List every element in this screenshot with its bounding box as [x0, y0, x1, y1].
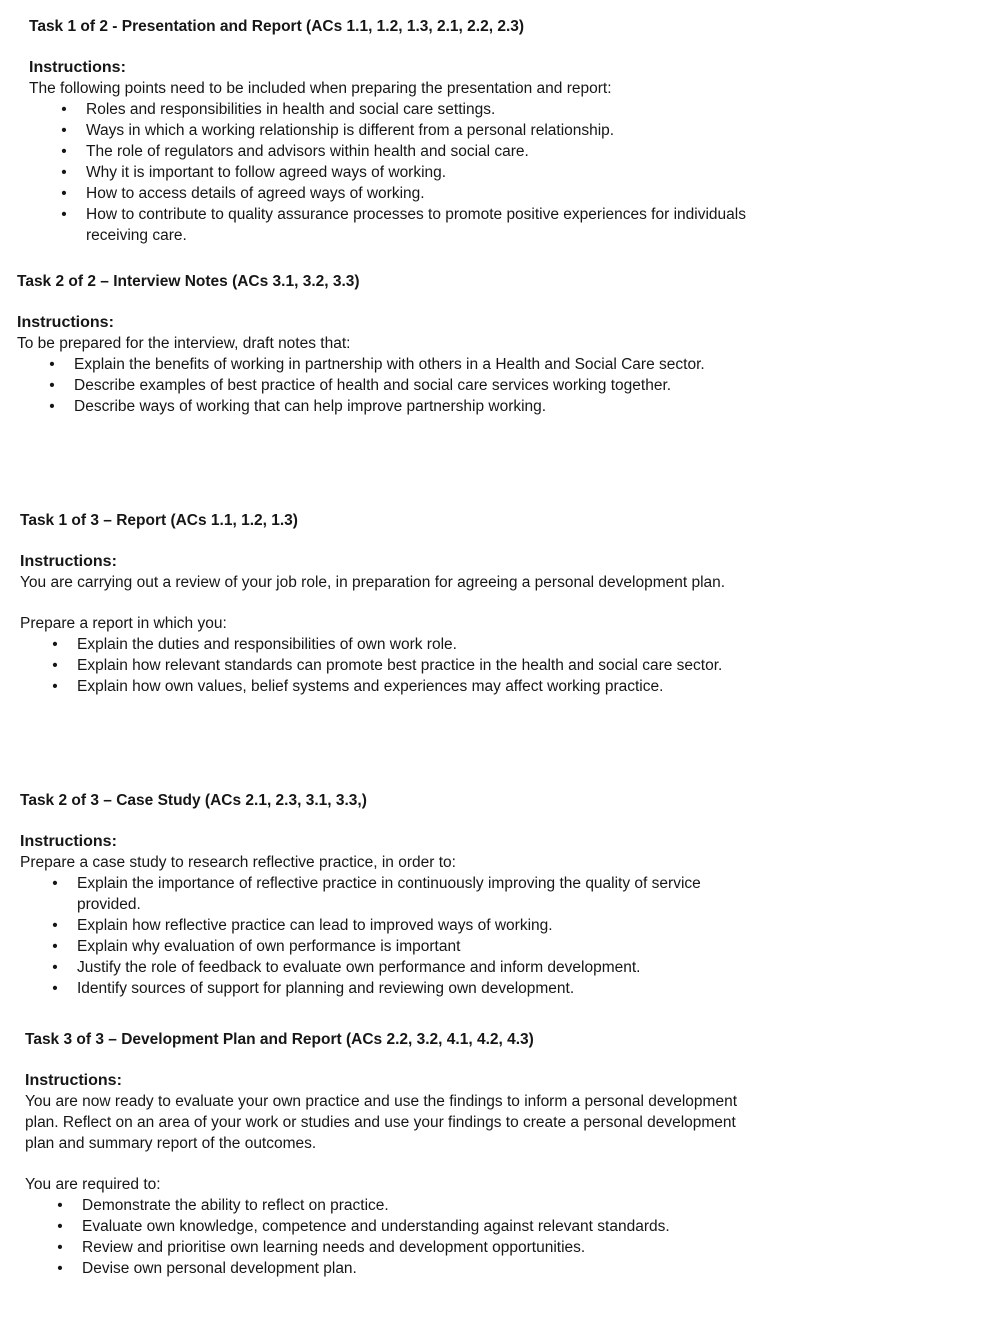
instructions-heading: Instructions: [25, 1072, 122, 1089]
bullet-icon: • [52, 657, 58, 674]
bullet-icon: • [57, 1239, 63, 1256]
task-title: Task 1 of 2 - Presentation and Report (ACs 1.1, 1.2, 1.3, 2.1, 2.2, 2.3) [29, 18, 525, 35]
bullet-icon: • [52, 980, 58, 997]
task-title: Task 3 of 3 – Development Plan and Report (ACs 2.2, 3.2, 4.1, 4.2, 4.3) [25, 1031, 534, 1048]
task-title: Task 1 of 3 – Report (ACs 1.1, 1.2, 1.3) [20, 512, 298, 529]
list-item: • Explain the importance of reflective practice in continuously improving the quality of service provided. [20, 873, 742, 915]
list-item: • Explain how reflective practice can lead to improved ways of working. [20, 915, 742, 936]
bullet-icon: • [49, 377, 55, 394]
list-item: • Explain how relevant standards can promote best practice in the health and social care sector. [20, 655, 740, 676]
instructions-intro: You are now ready to evaluate your own practice and use the findings to inform a personal development plan. Reflect on an area of your work or studies and use your findings to create a personal development plan and summary report of the outcomes. [25, 1093, 738, 1152]
bullet-icon: • [61, 143, 67, 160]
list-item: • Ways in which a working relationship is different from a personal relationship. [29, 120, 759, 141]
instructions-heading: Instructions: [29, 59, 126, 76]
task-title: Task 2 of 2 – Interview Notes (ACs 3.1, 3.2, 3.3) [17, 273, 360, 290]
bullet-icon: • [57, 1218, 63, 1235]
bullet-icon: • [61, 164, 67, 181]
instructions-heading: Instructions: [20, 833, 117, 850]
bullet-list [25, 1195, 753, 1279]
instructions-heading: Instructions: [20, 553, 117, 570]
task-section-2 [17, 271, 737, 417]
instructions-intro: You are carrying out a review of your job role, in preparation for agreeing a personal development plan. [20, 574, 726, 591]
bullet-icon: • [52, 875, 58, 892]
bullet-icon: • [61, 101, 67, 118]
bullet-icon: • [61, 185, 67, 202]
bullet-list [17, 354, 737, 417]
list-item: • Identify sources of support for planning and reviewing own development. [20, 978, 742, 999]
list-item: • Demonstrate the ability to reflect on practice. [25, 1195, 753, 1216]
task-section-4 [20, 790, 742, 999]
task-section-3 [20, 510, 740, 697]
instructions-intro: To be prepared for the interview, draft notes that: [17, 335, 351, 352]
bullet-icon: • [52, 636, 58, 653]
bullet-list [20, 873, 742, 999]
bullet-icon: • [52, 938, 58, 955]
bullet-icon: • [52, 959, 58, 976]
list-item: • Describe ways of working that can help improve partnership working. [17, 396, 737, 417]
task-section-5 [25, 1029, 753, 1279]
list-item: • Explain the benefits of working in partnership with others in a Health and Social Care sector. [17, 354, 737, 375]
bullet-list [29, 99, 759, 246]
list-item: • Why it is important to follow agreed ways of working. [29, 162, 759, 183]
instructions-intro: Prepare a case study to research reflective practice, in order to: [20, 854, 456, 871]
bullet-list [20, 634, 740, 697]
list-item: • Devise own personal development plan. [25, 1258, 753, 1279]
bullet-icon: • [49, 356, 55, 373]
list-item: • The role of regulators and advisors within health and social care. [29, 141, 759, 162]
bullet-icon: • [61, 122, 67, 139]
list-item: • Review and prioritise own learning needs and development opportunities. [25, 1237, 753, 1258]
list-item: • Describe examples of best practice of health and social care services working together. [17, 375, 737, 396]
list-item: • Justify the role of feedback to evaluate own performance and inform development. [20, 957, 742, 978]
instructions-intro: The following points need to be included when preparing the presentation and report: [29, 80, 612, 97]
bullet-icon: • [57, 1197, 63, 1214]
list-item: • Roles and responsibilities in health and social care settings. [29, 99, 759, 120]
list-item: • How to contribute to quality assurance processes to promote positive experiences for individuals receiving care. [29, 204, 759, 246]
instructions-subintro: You are required to: [25, 1176, 161, 1193]
bullet-icon: • [49, 398, 55, 415]
task-section-1 [29, 16, 759, 246]
list-item: • How to access details of agreed ways of working. [29, 183, 759, 204]
list-item: • Explain why evaluation of own performance is important [20, 936, 742, 957]
instructions-heading: Instructions: [17, 314, 114, 331]
bullet-icon: • [52, 917, 58, 934]
bullet-icon: • [61, 206, 67, 223]
list-item: • Evaluate own knowledge, competence and understanding against relevant standards. [25, 1216, 753, 1237]
bullet-icon: • [57, 1260, 63, 1277]
list-item: • Explain how own values, belief systems and experiences may affect working practice. [20, 676, 740, 697]
bullet-icon: • [52, 678, 58, 695]
instructions-subintro: Prepare a report in which you: [20, 615, 227, 632]
list-item: • Explain the duties and responsibilities of own work role. [20, 634, 740, 655]
task-title: Task 2 of 3 – Case Study (ACs 2.1, 2.3, 3.1, 3.3,) [20, 792, 367, 809]
